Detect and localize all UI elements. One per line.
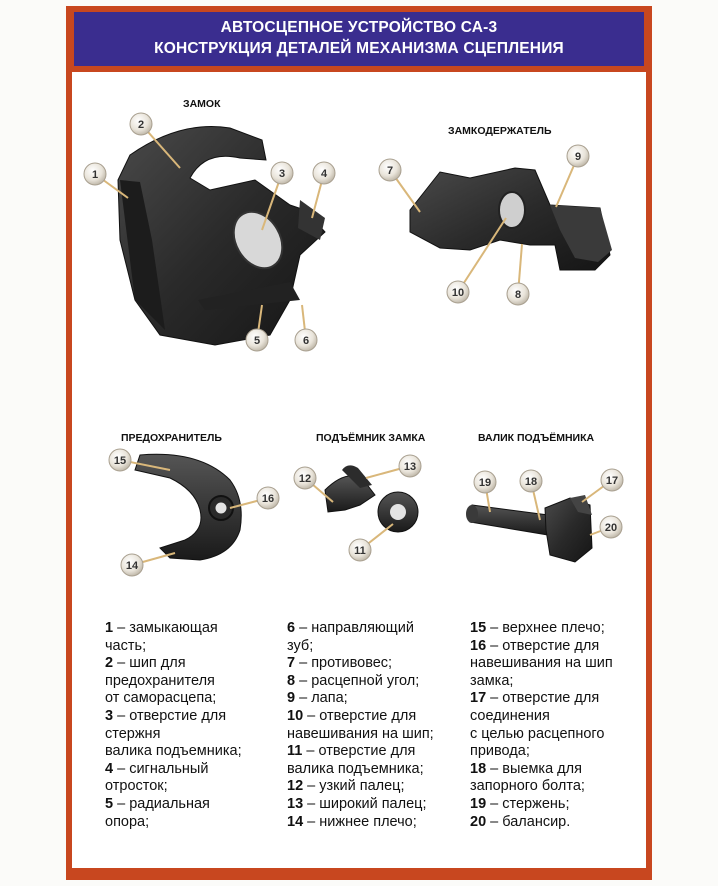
legend-item-10 (287, 708, 434, 726)
callout-19 (474, 471, 496, 493)
caption-zamok: ЗАМОК (183, 98, 221, 110)
legend-text: – широкий палец; (303, 795, 427, 812)
callout-5 (246, 329, 268, 351)
legend-number: 8 (287, 672, 296, 689)
legend-text: – отверстие для (486, 690, 600, 707)
svg-text:13: 13 (403, 461, 417, 473)
legend-item-16-line-2: навешивания на шип (470, 655, 613, 672)
legend-item-9 (287, 690, 434, 708)
svg-text:1: 1 (91, 169, 99, 181)
legend-number: 20 (470, 813, 487, 830)
legend-item-17 (470, 690, 613, 708)
legend-item-6 (287, 620, 434, 638)
legend-item-7 (287, 655, 434, 673)
legend-item-14 (287, 814, 434, 832)
legend-item-1-line-2: часть; (105, 637, 147, 654)
legend-number: 7 (287, 655, 296, 672)
legend-item-3-line-3: валика подъемника; (105, 743, 242, 760)
legend-item-5 (105, 796, 242, 814)
legend-item-17-line-4: привода; (470, 743, 530, 760)
legend-column-1 (105, 620, 242, 831)
svg-text:18: 18 (524, 476, 538, 488)
legend-item-16-line-3: замка; (470, 672, 514, 689)
title-line-2: КОНСТРУКЦИЯ ДЕТАЛЕЙ МЕХАНИЗМА СЦЕПЛЕНИЯ (154, 40, 564, 57)
legend-text: – верхнее плечо; (486, 620, 605, 636)
legend-text: – выемка для (486, 760, 582, 777)
svg-text:8: 8 (514, 289, 522, 301)
legend-text: – отверстие для (303, 707, 417, 724)
title-line-1: АВТОСЦЕПНОЕ УСТРОЙСТВО СА-3 (220, 19, 498, 36)
legend-text: – нижнее плечо; (303, 813, 417, 830)
legend-item-2 (105, 655, 242, 673)
svg-text:9: 9 (574, 151, 582, 163)
legend-item-5-line-2: опора; (105, 813, 150, 830)
legend-text: – расцепной угол; (295, 672, 420, 689)
part-zamok (118, 127, 325, 345)
legend-number: 5 (105, 795, 114, 812)
legend-item-16 (470, 638, 613, 656)
svg-text:15: 15 (113, 455, 127, 467)
legend-text: – направляющий (295, 620, 414, 636)
legend-column-3 (470, 620, 613, 831)
legend-item-18-line-2: запорного болта; (470, 778, 585, 795)
svg-text:2: 2 (137, 119, 145, 131)
legend-item-19 (470, 796, 613, 814)
legend-number: 16 (470, 637, 487, 654)
svg-text:11: 11 (354, 545, 366, 557)
legend-column-2 (287, 620, 434, 831)
svg-text:10: 10 (451, 287, 465, 299)
legend-text: – радиальная (113, 795, 210, 812)
legend-number: 14 (287, 813, 304, 830)
legend-item-11 (287, 743, 434, 761)
legend-number: 11 (287, 743, 303, 760)
legend-number: 1 (105, 620, 114, 636)
legend-number: 3 (105, 707, 114, 724)
svg-text:16: 16 (261, 493, 275, 505)
legend-item-17-line-2: соединения (470, 707, 550, 724)
legend-text: – лапа; (295, 690, 348, 707)
svg-text:3: 3 (278, 168, 286, 180)
svg-text:5: 5 (253, 335, 261, 347)
callout-1 (84, 163, 106, 185)
legend-text: – балансир. (486, 813, 571, 830)
legend-text: – отверстие для (486, 637, 600, 654)
legend-item-1 (105, 620, 242, 638)
svg-text:19: 19 (478, 477, 492, 489)
legend-text: – замыкающая (113, 620, 218, 636)
legend-number: 6 (287, 620, 296, 636)
legend-number: 19 (470, 795, 487, 812)
legend-item-2-line-3: от саморасцепа; (105, 690, 217, 707)
legend-number: 18 (470, 760, 487, 777)
legend-number: 17 (470, 690, 487, 707)
legend-item-3 (105, 708, 242, 726)
callout-15 (109, 449, 131, 471)
legend-item-3-line-2: стержня (105, 725, 161, 742)
legend-number: 15 (470, 620, 487, 636)
legend-number: 4 (105, 760, 114, 777)
callout-8 (507, 283, 529, 305)
svg-text:20: 20 (604, 522, 618, 534)
legend-text: – сигнальный (113, 760, 209, 777)
part-valik (466, 495, 592, 562)
legend-item-8 (287, 673, 434, 691)
legend-item-15 (470, 620, 613, 638)
legend-text: – стержень; (486, 795, 570, 812)
caption-valik: ВАЛИК ПОДЪЁМНИКА (478, 432, 595, 444)
legend-number: 2 (105, 655, 114, 672)
callout-7 (379, 159, 401, 181)
caption-predohranitel: ПРЕДОХРАНИТЕЛЬ (121, 432, 222, 444)
callout-6 (295, 329, 317, 351)
legend-number: 10 (287, 707, 304, 724)
svg-text:17: 17 (605, 475, 619, 487)
legend-item-12 (287, 778, 434, 796)
legend-text: – отверстие для (113, 707, 227, 724)
callout-10 (447, 281, 469, 303)
bottom-bar (66, 868, 652, 880)
caption-podemnik: ПОДЪЁМНИК ЗАМКА (316, 432, 426, 444)
callout-2 (130, 113, 152, 135)
caption-zamkoderzhatel: ЗАМКОДЕРЖАТЕЛЬ (448, 125, 552, 137)
legend-number: 9 (287, 690, 296, 707)
part-predohranitel (135, 454, 241, 560)
legend-text: – отверстие для (302, 743, 416, 760)
legend-item-6-line-2: зуб; (287, 637, 314, 654)
legend-number: 13 (287, 795, 304, 812)
svg-text:6: 6 (302, 335, 310, 347)
svg-text:14: 14 (125, 560, 139, 572)
callout-16 (257, 487, 279, 509)
legend-item-20 (470, 814, 613, 832)
callout-9 (567, 145, 589, 167)
legend-text: – противовес; (295, 655, 393, 672)
callout-13 (399, 455, 421, 477)
svg-text:12: 12 (298, 473, 312, 485)
legend-item-2-line-2: предохранителя (105, 672, 215, 689)
callout-11 (349, 539, 371, 561)
legend-item-17-line-3: с целью расцепного (470, 725, 605, 742)
legend-item-4-line-2: отросток; (105, 778, 168, 795)
legend-item-10-line-2: навешивания на шип; (287, 725, 434, 742)
callout-3 (271, 162, 293, 184)
legend-item-4 (105, 761, 242, 779)
svg-text:4: 4 (320, 168, 328, 180)
callout-18 (520, 470, 542, 492)
legend-text: – шип для (113, 655, 186, 672)
callout-14 (121, 554, 143, 576)
callout-4 (313, 162, 335, 184)
legend-item-11-line-2: валика подъемника; (287, 760, 424, 777)
callout-17 (601, 469, 623, 491)
legend-item-13 (287, 796, 434, 814)
callout-12 (294, 467, 316, 489)
callout-20 (600, 516, 622, 538)
svg-text:7: 7 (386, 165, 394, 177)
legend-number: 12 (287, 778, 304, 795)
legend-text: – узкий палец; (303, 778, 405, 795)
part-zamkoderzhatel (410, 168, 612, 270)
legend-item-18 (470, 761, 613, 779)
